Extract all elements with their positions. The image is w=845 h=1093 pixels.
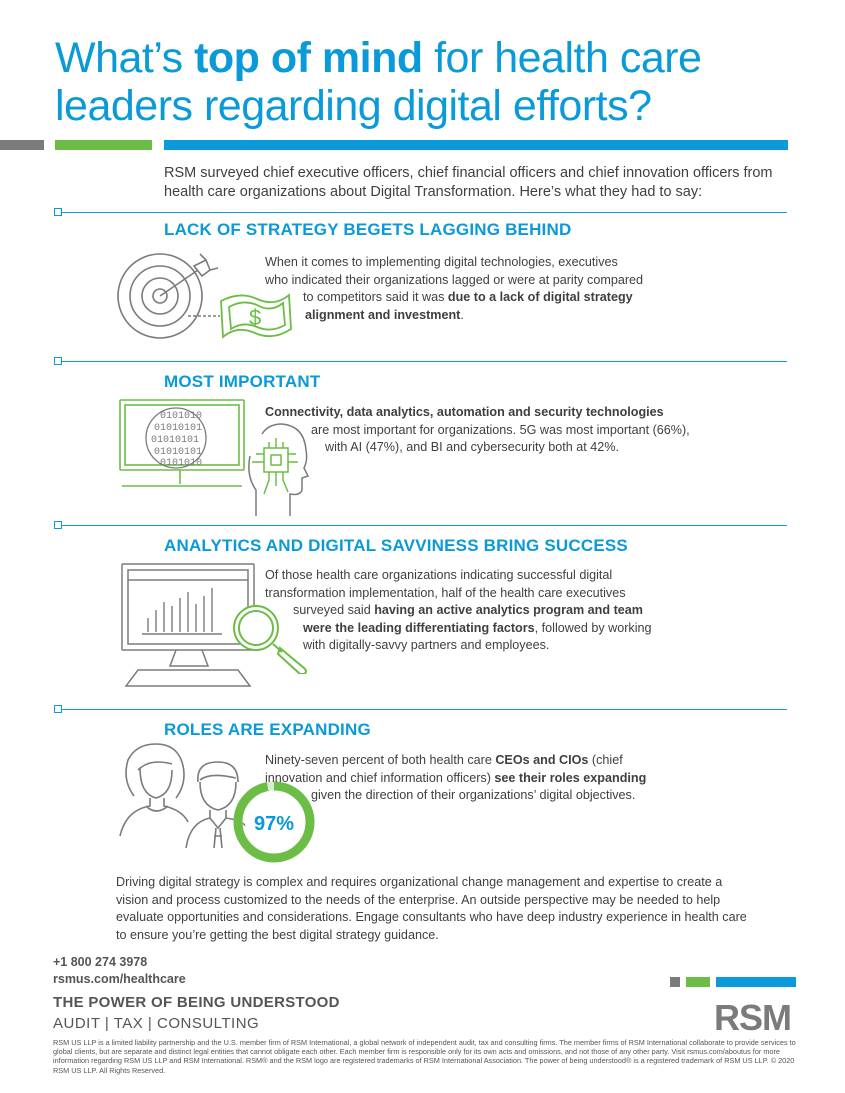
- text-line: [265, 770, 685, 788]
- logo-green-bar: [686, 977, 710, 987]
- text-bold: due to a lack of digital strategy: [447, 290, 633, 304]
- text-run: , followed by working: [534, 620, 652, 635]
- gray-bar: [0, 140, 44, 150]
- text-line: [265, 439, 735, 457]
- divider-dot: [54, 521, 62, 529]
- text-run: .: [460, 307, 464, 322]
- phone-number[interactable]: +1 800 274 3978: [53, 955, 148, 969]
- divider-dot: [54, 357, 62, 365]
- page-title: [55, 34, 815, 130]
- text-run: transformation implementation, half of the health care executives: [265, 585, 626, 600]
- logo-blue-bar: [716, 977, 796, 987]
- binary-line: 01010101: [151, 435, 200, 446]
- green-bar: [55, 140, 152, 150]
- monitor-binary-icon: [118, 398, 248, 493]
- divider-dot: [54, 705, 62, 713]
- text-line: [265, 567, 685, 585]
- text-line: [265, 289, 685, 307]
- section-1-text: [265, 254, 685, 324]
- text-run: innovation and chief information officers): [265, 770, 495, 785]
- text-line: [265, 787, 685, 805]
- section-divider: [57, 212, 787, 213]
- binary-line: 01010101: [154, 447, 203, 458]
- text-bold: see their roles expanding: [494, 770, 647, 785]
- section-divider: [57, 709, 787, 710]
- section-heading: ROLES ARE EXPANDING: [164, 720, 371, 739]
- text-run: (chief: [588, 753, 623, 767]
- services-line: AUDIT | TAX | CONSULTING: [53, 1015, 260, 1032]
- binary-line: 0101010: [160, 458, 203, 469]
- text-run: who indicated their organizations lagged or were at parity compared: [265, 272, 644, 287]
- text-bold: Connectivity, data analytics, automation and security technologies: [265, 405, 664, 419]
- text-run: with digitally-savvy partners and employees.: [303, 638, 550, 652]
- text-line: [265, 620, 685, 638]
- text-bold: CEOs and CIOs: [495, 753, 589, 767]
- divider-dot: [54, 208, 62, 216]
- text-line: [265, 637, 685, 655]
- section-heading: LACK OF STRATEGY BEGETS LAGGING BEHIND: [164, 220, 572, 239]
- text-run: When it comes to implementing digital technologies, executives: [265, 255, 618, 269]
- section-heading: MOST IMPORTANT: [164, 372, 321, 391]
- section-3-text: [265, 567, 685, 655]
- text-run: with AI (47%), and BI and cybersecurity both at 42%.: [325, 440, 620, 454]
- text-line: [265, 602, 685, 620]
- text-line: [265, 752, 685, 770]
- text-run: are most important for organizations. 5G was most important (66%),: [311, 422, 690, 437]
- title-pre: What’s: [55, 34, 195, 82]
- title-bold: top of mind: [194, 34, 423, 82]
- text-bold: alignment and investment: [305, 307, 461, 322]
- text-run: Of those health care organizations indicating successful digital: [265, 568, 613, 582]
- text-bold: having an active analytics program and team: [374, 603, 643, 617]
- text-line: [265, 422, 735, 440]
- section-divider: [57, 525, 787, 526]
- section-divider: [57, 361, 787, 362]
- closing-paragraph: Driving digital strategy is complex and requires organizational change management and expertise to create a vision and process customized to the needs of the enterprise. An outside perspective may be needed to help evaluate opportunities and considerations. Engage consultants who have deep industry experience in health care to ensure you’re getting the best digital strategy guidance.: [116, 875, 747, 942]
- tagline: THE POWER OF BEING UNDERSTOOD: [53, 994, 340, 1011]
- text-line: [265, 254, 685, 272]
- legal-text: RSM US LLP is a limited liability partnership and the U.S. member firm of RSM International, a global network of independent audit, tax and consulting firms. The member firms of RSM International collaborate to provide services to global clients, but are separate and distinct legal entities that cannot obligate each other. Each member firm is responsible only for its own acts and omissions, and not those of any other party. Visit rsmus.com/aboutus for more information regarding RSM US LLP and RSM International. RSM® and the RSM logo are registered trademarks of RSM International Association. The power of being understood® is a registered trademark of RSM US LLP. © 2020 RSM US LLP. All Rights Reserved.: [53, 1038, 796, 1075]
- text-run: to competitors said it was: [303, 290, 448, 304]
- binary-line: 01010101: [154, 423, 203, 434]
- title-post: for health care leaders regarding digital efforts?: [55, 34, 702, 130]
- text-run: given the direction of their organizations’ digital objectives.: [311, 788, 636, 802]
- text-line: [265, 585, 685, 603]
- text-run: Ninety-seven percent of both health care: [265, 753, 496, 767]
- text-run: surveyed said: [293, 603, 375, 617]
- section-heading: ANALYTICS AND DIGITAL SAVVINESS BRING SUCCESS: [164, 536, 628, 555]
- text-line: [265, 272, 685, 290]
- intro-text: RSM surveyed chief executive officers, chief financial officers and chief innovation officers from health care organizations about Digital Transformation. Here’s what they had to say:: [164, 165, 773, 200]
- text-line: [265, 404, 735, 422]
- website-link[interactable]: rsmus.com/healthcare: [53, 972, 186, 986]
- rsm-logo: RSM: [714, 997, 791, 1038]
- text-bold: were the leading differentiating factors: [303, 620, 535, 635]
- section-4-text: [265, 752, 685, 805]
- section-2-text: [265, 404, 735, 457]
- percent-label: 97%: [253, 813, 295, 835]
- binary-line: 0101010: [160, 411, 203, 422]
- blue-bar: [164, 140, 788, 150]
- svg-text:$: $: [249, 305, 262, 330]
- logo-gray-bar: [670, 977, 680, 987]
- text-line: [265, 307, 685, 325]
